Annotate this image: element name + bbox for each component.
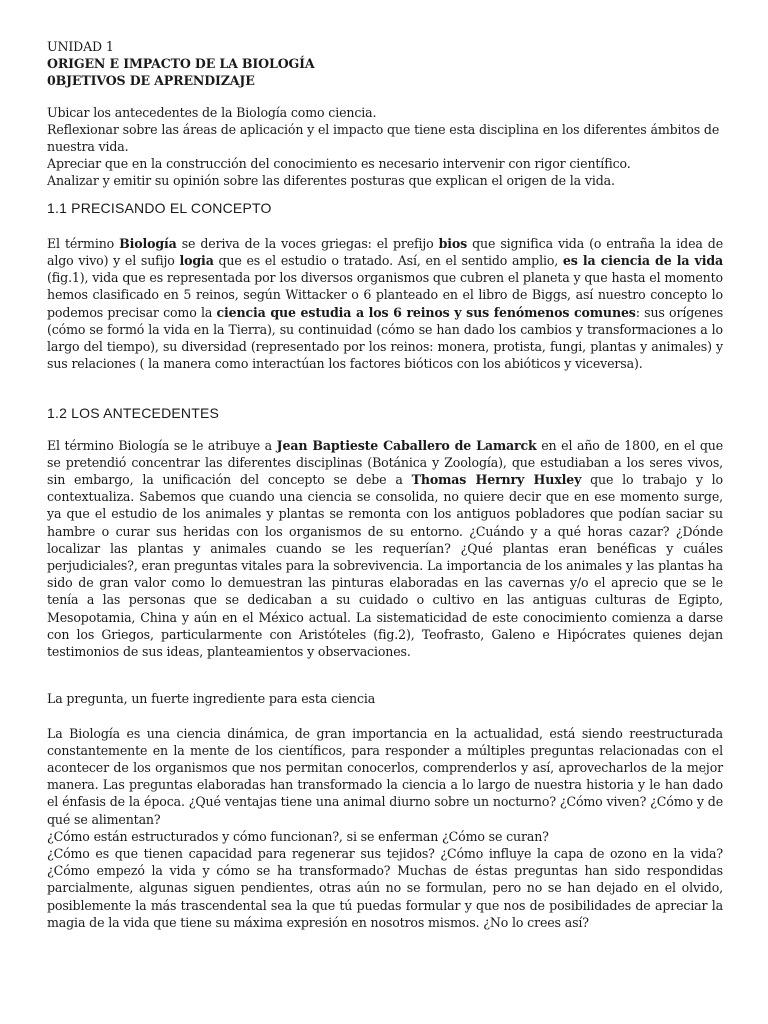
objective-item: Apreciar que en la construcción del conocimiento es necesario intervenir con rigor científico. <box>47 156 631 172</box>
objective-item: Ubicar los antecedentes de la Biología como ciencia. <box>47 104 377 120</box>
term-ciencia-reinos: ciencia que estudia a los 6 reinos y sus fenómenos comunes <box>216 304 636 320</box>
objectives-list <box>47 104 723 190</box>
section-heading-concept: 1.1 PRECISANDO EL CONCEPTO <box>47 199 272 216</box>
document-page <box>47 38 723 931</box>
term-ciencia-vida: es la ciencia de la vida <box>562 253 724 269</box>
pregunta-line-2: ¿Cómo están estructurados y cómo funcionan?, si se enferman ¿Cómo se curan? <box>47 828 549 844</box>
concept-paragraph: El término Biología se deriva de la voces griegas: el prefijo bios que significa vida (o entraña la idea de algo vivo) y el sufijo logia que es el estudio o tratado. Así, en el sentido amplio, es la ciencia de la vida (fig.1), vida que es representada por los diversos organismos que cubren el planeta y que hasta el momento hemos clasificado en 5 reinos, según Wittacker o 6 planteado en el libro de Biggs, así nuestro concepto lo podemos precisar como la ciencia que estudia a los 6 reinos y sus fenómenos comunes: sus orígenes (cómo se formó la vida en la Tierra), su continuidad (cómo se han dado los cambios y transformaciones a lo largo del tiempo), su diversidad (representado por los reinos: monera, protista, fungi, plantas y animales) y sus relaciones ( la manera como interactúan los factores bióticos con los abióticos y viceversa). <box>47 235 724 372</box>
pregunta-paragraph-1: La Biología es una ciencia dinámica, de gran importancia en la actualidad, está siendo reestructurada constantemente en la mente de los científicos, para responder a múltiples preguntas relacionadas con el acontecer de los organismos que nos permitan conocerlos, comprenderlos y así, aprovecharlos de la mejor manera. Las preguntas elaboradas han transformado la ciencia a lo largo de nuestra historia y le han dado el énfasis de la época. ¿Qué ventajas tiene una animal diurno sobre un nocturno? ¿Cómo viven? ¿Cómo y de qué se alimentan? <box>47 725 723 827</box>
term-logia: logia <box>179 253 214 269</box>
objective-item: Reflexionar sobre las áreas de aplicación y el impacto que tiene esta disciplina en los diferentes ámbitos de nuestra vida. <box>47 121 720 155</box>
objective-item: Analizar y emitir su opinión sobre las diferentes posturas que explican el origen de la vida. <box>47 173 615 189</box>
pregunta-paragraph-3: ¿Cómo es que tienen capacidad para regenerar sus tejidos? ¿Cómo influye la capa de ozono en la vida? ¿Cómo empezó la vida y cómo se ha transformado? Muchas de éstas preguntas han sido respondidas parcialmente, algunas siguen pendientes, otras aún no se formulan, pero no se han dejado en el olvido, posiblemente la más trascendental sea la que tú puedas formular y que nos de posibilidades de apreciar la magia de la vida que tiene su máxima expresión en nosotros mismos. ¿No lo crees así? <box>47 845 723 930</box>
section-heading-pregunta: La pregunta, un fuerte ingrediente para esta ciencia <box>47 691 376 707</box>
antecedentes-paragraph: El término Biología se le atribuye a Jean Baptieste Caballero de Lamarck en el año de 1800, en el que se pretendió concentrar las diferentes disciplinas (Botánica y Zoología), que estudiaban a los seres vivos, sin embargo, la unificación del concepto se debe a Thomas Hernry Huxley que lo trabajo y lo contextualiza. Sabemos que cuando una ciencia se consolida, no quiere decir que en ese momento surge, ya que el estudio de los animales y plantas se remonta con los antiguos pobladores que podían saciar su hambre o curar sus heridas con los organismos de su entorno. ¿Cuándo y a qué horas cazar? ¿Dónde localizar las plantas y animales cuando se les requerían? ¿Qué plantas eran benéficas y cuáles perjudiciales?, eran preguntas vitales para la sobrevivencia. La importancia de los animales y las plantas ha sido de gran valor como lo demuestran las pinturas elaboradas en las cavernas y/o el aprecio que se le tenía a las personas que se dedicaban a su cuidado o cultivo en las antiguas culturas de Egipto, Mesopotamia, China y aún en el México actual. La sistematicidad de este conocimiento comienza a darse con los Griegos, particularmente con Aristóteles (fig.2), Teofrasto, Galeno e Hipócrates quienes dejan testimonios de sus ideas, planteamientos y observaciones. <box>47 437 723 660</box>
unit-label: UNIDAD 1 <box>47 39 114 54</box>
term-bios: bios <box>438 235 468 251</box>
section-heading-antecedentes: 1.2 LOS ANTECEDENTES <box>47 405 220 422</box>
name-huxley: Thomas Hernry Huxley <box>411 472 582 488</box>
name-lamarck: Jean Baptieste Caballero de Lamarck <box>276 437 537 453</box>
unit-title: ORIGEN E IMPACTO DE LA BIOLOGÍA <box>47 56 315 72</box>
objectives-title: 0BJETIVOS DE APRENDIZAJE <box>47 73 255 89</box>
term-biologia: Biología <box>119 235 177 251</box>
